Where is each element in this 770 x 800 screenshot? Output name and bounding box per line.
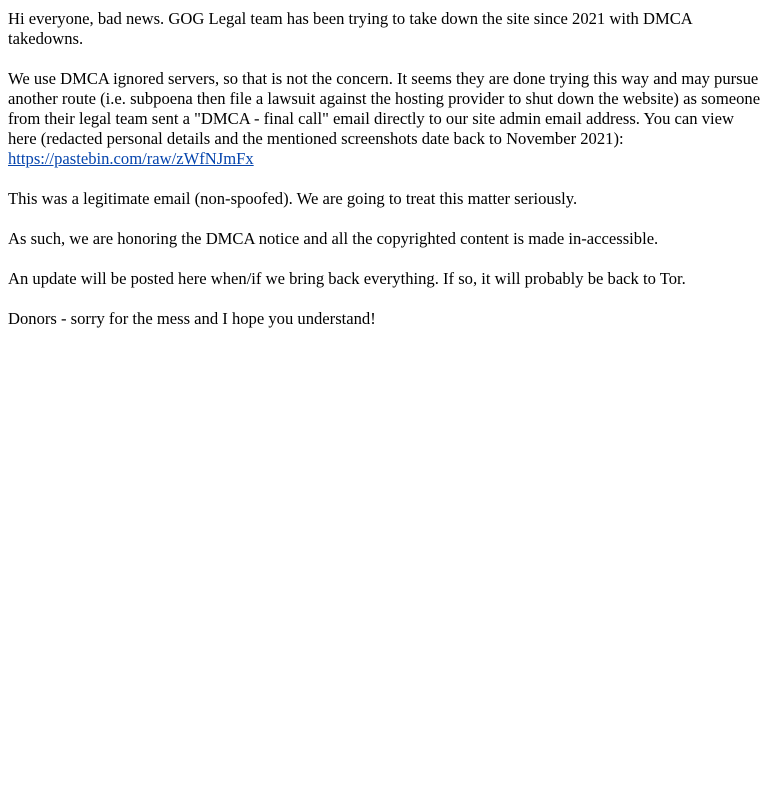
compliance-paragraph: As such, we are honoring the DMCA notice and all the copyrighted content is made in-accessible. [8,229,659,248]
update-paragraph: An update will be posted here when/if we bring back everything. If so, it will probably be back to Tor. [8,269,686,288]
pastebin-link[interactable]: https://pastebin.com/raw/zWfNJmFx [8,149,254,168]
legitimacy-paragraph: This was a legitimate email (non-spoofed). We are going to treat this matter seriously. [8,189,578,208]
notice-body [8,9,762,329]
donors-paragraph: Donors - sorry for the mess and I hope you understand! [8,309,376,328]
intro-paragraph: Hi everyone, bad news. GOG Legal team has been trying to take down the site since 2021 with DMCA takedowns. [8,9,692,48]
details-text: We use DMCA ignored servers, so that is not the concern. It seems they are done trying this way and may pursue another route (i.e. subpoena then file a lawsuit against the hosting provider to shut down the website) as someone from their legal team sent a "DMCA - final call" email directly to our site admin email address. You can view here (redacted personal details and the mentioned screenshots date back to November 2021): [8,69,761,148]
details-paragraph [8,69,762,169]
